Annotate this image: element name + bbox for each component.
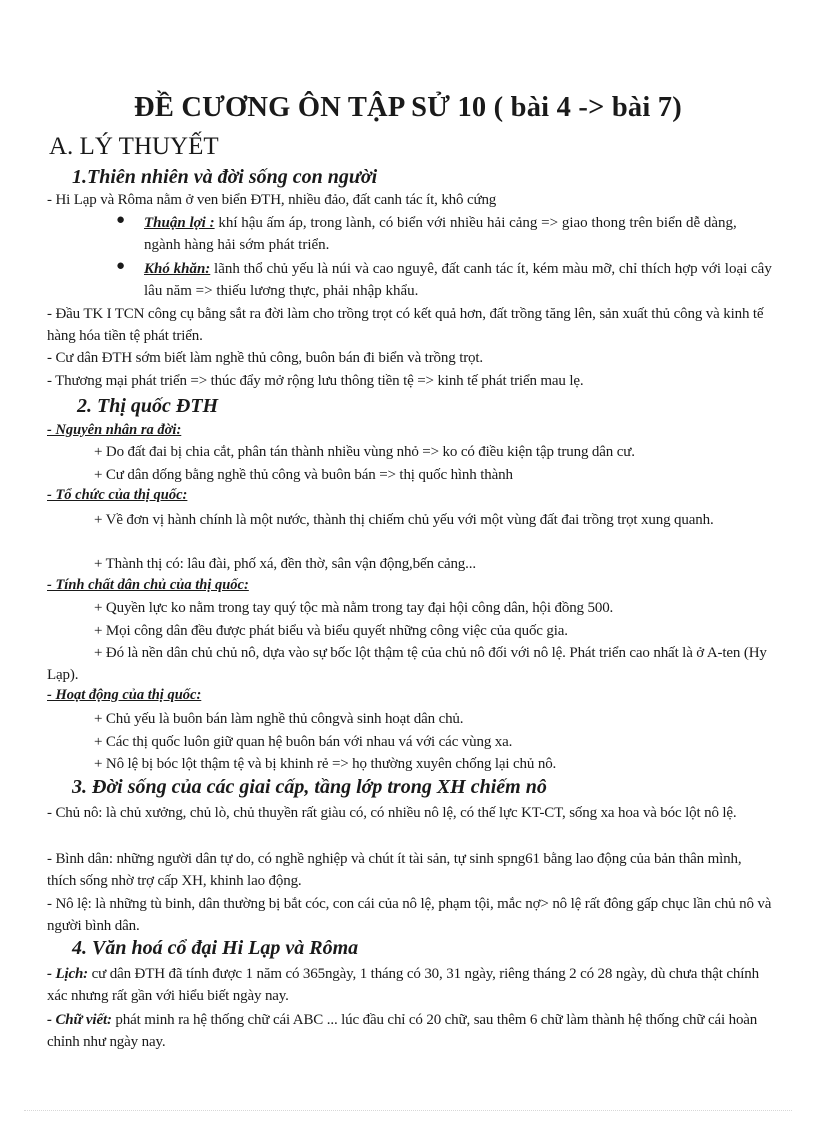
page-bottom-divider: [24, 1110, 792, 1111]
s3-para-3: - Nô lệ: là những tù binh, dân thường bị bắt cóc, con cái của nô lệ, phạm tội, mắc nợ> nô lệ rất đông gấp chục lần chủ nô và người bình dân.: [47, 896, 772, 934]
s1-bullet-1-text: [144, 212, 772, 256]
advantage-text: khí hậu ấm áp, trong lành, có biển với nhiều hải cảng => giao thong trên biển dễ dàng, ngành hàng hải sớm phát triển.: [144, 215, 737, 253]
s2-origin-line-1: + Do đất đai bị chia cắt, phân tán thành nhiều vùng nhỏ => ko có điều kiện tập trung dân cư.: [94, 444, 635, 460]
s1-para-1: - Đầu TK I TCN công cụ bằng sắt ra đời làm cho trồng trọt có kết quả hơn, đất trồng tăng lên, sản xuất thủ công và kinh tế hàng hóa tiền tệ phát triển.: [47, 306, 764, 344]
s2-democracy-line-1: + Quyền lực ko nằm trong tay quý tộc mà nằm trong tay đại hội công dân, hội đồng 500.: [94, 600, 614, 616]
section-a-heading: A. LÝ THUYẾT: [49, 133, 219, 160]
s1-bullet-difficulties: [0, 258, 816, 304]
s1-para-2: - Cư dân ĐTH sớm biết làm nghề thủ công, buôn bán đi biển và trồng trọt.: [47, 350, 484, 366]
advantage-label: Thuận lợi :: [144, 215, 215, 231]
s2-sub-democracy: - Tính chất dân chủ của thị quốc:: [47, 577, 249, 593]
s2-organization-line-2: + Thành thị có: lâu đài, phố xá, đền thờ, sân vận động,bến cảng...: [94, 556, 476, 572]
s2-sub-activities: - Hoạt động của thị quốc:: [47, 687, 202, 703]
bullet-icon: ●: [116, 212, 126, 228]
section-2-heading: 2. Thị quốc ĐTH: [77, 395, 219, 417]
bullet-icon: ●: [116, 258, 126, 274]
s2-activities-line-1: + Chủ yếu là buôn bán làm nghề thủ côngvà sinh hoạt dân chủ.: [94, 711, 464, 727]
s3-para-1: - Chủ nô: là chủ xưởng, chủ lò, chủ thuyền rất giàu có, có nhiều nô lệ, có thế lực KT-CT, sống xa hoa và bóc lột nô lệ.: [47, 805, 737, 821]
writing-text: phát minh ra hệ thống chữ cái ABC ... lúc đầu chỉ có 20 chữ, sau thêm 6 chữ làm thành hệ thống chữ cái hoàn chỉnh như ngày nay.: [47, 1012, 758, 1050]
s2-democracy-line-2: + Mọi công dân đều được phát biểu và biểu quyết những công việc của quốc gia.: [94, 623, 568, 639]
calendar-label: - Lịch:: [47, 966, 89, 982]
s2-democracy-line-3: + Đó là nền dân chủ chủ nô, dựa vào sự bốc lột thậm tệ của chủ nô đối với nô lệ. Phát triển cao nhất là ở A-ten (Hy Lạp).: [47, 645, 767, 683]
difficulty-text: lãnh thổ chủ yếu là núi và cao nguyê, đất canh tác ít, kém màu mỡ, chỉ thích hợp với loại cây lâu năm => thiếu lương thực, phải nhập khẩu.: [144, 261, 772, 299]
s1-intro: - Hi Lạp và Rôma nằm ở ven biển ĐTH, nhiều đảo, đất canh tác ít, khô cứng: [47, 192, 497, 208]
section-1-heading: 1.Thiên nhiên và đời sống con người: [72, 166, 378, 188]
page-title: ĐỀ CƯƠNG ÔN TẬP SỬ 10 ( bài 4 -> bài 7): [134, 92, 682, 123]
difficulty-label: Khó khăn:: [144, 261, 211, 277]
section-4-heading: 4. Văn hoá cổ đại Hi Lạp và Rôma: [72, 937, 359, 959]
s2-sub-organization: - Tổ chức của thị quốc:: [47, 487, 188, 503]
s4-para-writing: [47, 1009, 772, 1053]
s3-para-2: - Bình dân: những người dân tự do, có nghề nghiệp và chút ít tài sản, tự sinh spng61 bằng lao động của bản thân mình, thích sống nhờ trợ cấp XH, khinh lao động.: [47, 851, 742, 889]
s2-organization-line-1: + Về đơn vị hành chính là một nước, thành thị chiếm chủ yếu với một vùng đất đai trồng trọt xung quanh.: [94, 512, 714, 528]
s1-bullet-2-text: [144, 258, 772, 302]
writing-label: - Chữ viết:: [47, 1012, 112, 1028]
s2-activities-line-3: + Nô lệ bị bóc lột thậm tệ và bị khinh rẻ => họ thường xuyên chống lại chủ nô.: [94, 756, 557, 772]
section-3-heading: 3. Đời sống của các giai cấp, tầng lớp trong XH chiếm nô: [72, 776, 547, 798]
s2-origin-line-2: + Cư dân dống bằng nghề thủ công và buôn bán => thị quốc hình thành: [94, 467, 513, 483]
s2-sub-origin: - Nguyên nhân ra đời:: [47, 422, 182, 438]
s1-bullet-advantages: [0, 212, 816, 258]
s1-para-3: - Thương mại phát triển => thúc đẩy mở rộng lưu thông tiền tệ => kinh tế phát triển mau lẹ.: [47, 373, 584, 389]
calendar-text: cư dân ĐTH đã tính được 1 năm có 365ngày, 1 tháng có 30, 31 ngày, riêng tháng 2 có 28 ngày, dù chưa thật chính xác nhưng rất gần với hiểu biết ngày nay.: [47, 966, 759, 1004]
s2-activities-line-2: + Các thị quốc luôn giữ quan hệ buôn bán với nhau vá với các vùng xa.: [94, 734, 513, 750]
s4-para-calendar: [47, 963, 772, 1007]
